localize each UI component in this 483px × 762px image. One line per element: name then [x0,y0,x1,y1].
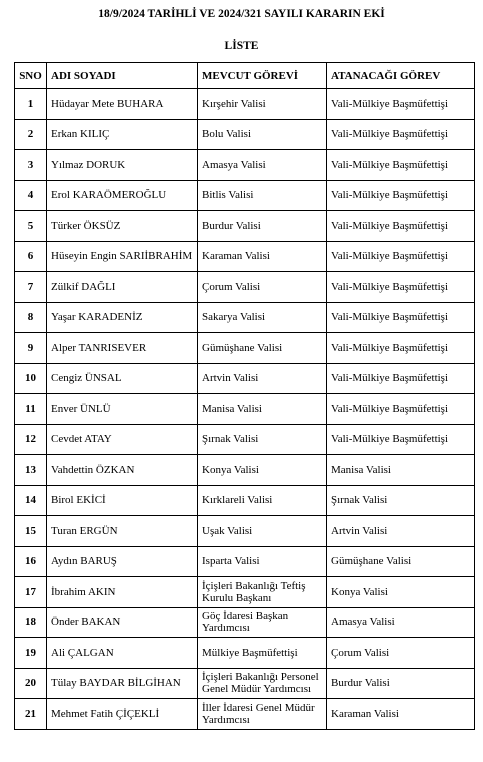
cell-sno: 17 [15,577,47,608]
cell-current-position: Amasya Valisi [198,150,327,181]
cell-name: Mehmet Fatih ÇİÇEKLİ [47,699,198,730]
table-row [15,607,475,638]
cell-current-position: İçişleri Bakanlığı Personel Genel Müdür Yardımcısı [198,668,327,699]
cell-current-position: Artvin Valisi [198,363,327,394]
cell-current-position: Karaman Valisi [198,241,327,272]
cell-new-position: Vali-Mülkiye Başmüfettişi [327,424,475,455]
cell-sno: 2 [15,119,47,150]
cell-sno: 7 [15,272,47,303]
document-subtitle: LİSTE [224,40,259,52]
cell-name: Alper TANRISEVER [47,333,198,364]
cell-sno: 4 [15,180,47,211]
cell-new-position: Vali-Mülkiye Başmüfettişi [327,272,475,303]
cell-name: Erol KARAÖMEROĞLU [47,180,198,211]
table-row [15,516,475,547]
cell-current-position: Şırnak Valisi [198,424,327,455]
cell-sno: 9 [15,333,47,364]
cell-current-position: Çorum Valisi [198,272,327,303]
cell-sno: 21 [15,699,47,730]
cell-name: Cengiz ÜNSAL [47,363,198,394]
cell-new-position: Vali-Mülkiye Başmüfettişi [327,211,475,242]
cell-sno: 11 [15,394,47,425]
document-title: 18/9/2024 TARİHLİ VE 2024/321 SAYILI KARARIN EKİ [98,8,385,20]
cell-sno: 1 [15,89,47,120]
table-row [15,302,475,333]
cell-sno: 15 [15,516,47,547]
table-row [15,89,475,120]
cell-sno: 18 [15,607,47,638]
cell-new-position: Vali-Mülkiye Başmüfettişi [327,119,475,150]
cell-name: Aydın BARUŞ [47,546,198,577]
cell-name: Hüseyin Engin SARIİBRAHİM [47,241,198,272]
cell-new-position: Gümüşhane Valisi [327,546,475,577]
table-row [15,699,475,730]
cell-current-position: İller İdaresi Genel Müdür Yardımcısı [198,699,327,730]
cell-current-position: Göç İdaresi Başkan Yardımcısı [198,607,327,638]
cell-name: Yılmaz DORUK [47,150,198,181]
cell-new-position: Vali-Mülkiye Başmüfettişi [327,333,475,364]
cell-name: Vahdettin ÖZKAN [47,455,198,486]
header-sno: SNO [15,63,47,89]
cell-new-position: Vali-Mülkiye Başmüfettişi [327,302,475,333]
cell-current-position: Uşak Valisi [198,516,327,547]
cell-current-position: Manisa Valisi [198,394,327,425]
cell-new-position: Karaman Valisi [327,699,475,730]
header-new-position: ATANACAĞI GÖREV [327,63,475,89]
cell-sno: 10 [15,363,47,394]
cell-name: Yaşar KARADENİZ [47,302,198,333]
cell-new-position: Vali-Mülkiye Başmüfettişi [327,241,475,272]
table-row [15,363,475,394]
cell-name: Enver ÜNLÜ [47,394,198,425]
cell-name: Birol EKİCİ [47,485,198,516]
cell-current-position: Isparta Valisi [198,546,327,577]
cell-current-position: Burdur Valisi [198,211,327,242]
cell-name: Hüdayar Mete BUHARA [47,89,198,120]
cell-current-position: Kırşehir Valisi [198,89,327,120]
cell-current-position: Bolu Valisi [198,119,327,150]
table-row [15,333,475,364]
cell-name: Erkan KILIÇ [47,119,198,150]
cell-name: Ali ÇALGAN [47,638,198,669]
appointment-table [14,62,475,730]
cell-new-position: Şırnak Valisi [327,485,475,516]
table-row [15,394,475,425]
table-row [15,668,475,699]
cell-sno: 6 [15,241,47,272]
cell-sno: 5 [15,211,47,242]
cell-current-position: Sakarya Valisi [198,302,327,333]
cell-sno: 12 [15,424,47,455]
cell-sno: 13 [15,455,47,486]
cell-new-position: Burdur Valisi [327,668,475,699]
cell-name: İbrahim AKIN [47,577,198,608]
cell-current-position: Bitlis Valisi [198,180,327,211]
cell-name: Türker ÖKSÜZ [47,211,198,242]
table-row [15,638,475,669]
cell-sno: 3 [15,150,47,181]
cell-name: Turan ERGÜN [47,516,198,547]
cell-name: Zülkif DAĞLI [47,272,198,303]
header-current-position: MEVCUT GÖREVİ [198,63,327,89]
cell-name: Önder BAKAN [47,607,198,638]
table-row [15,180,475,211]
table-row [15,272,475,303]
cell-current-position: Konya Valisi [198,455,327,486]
cell-current-position: Mülkiye Başmüfettişi [198,638,327,669]
table-row [15,455,475,486]
table-row [15,546,475,577]
cell-new-position: Çorum Valisi [327,638,475,669]
cell-current-position: İçişleri Bakanlığı Teftiş Kurulu Başkanı [198,577,327,608]
cell-sno: 14 [15,485,47,516]
table-row [15,241,475,272]
table-row [15,577,475,608]
table-row [15,211,475,242]
cell-current-position: Kırklareli Valisi [198,485,327,516]
cell-new-position: Vali-Mülkiye Başmüfettişi [327,180,475,211]
cell-new-position: Vali-Mülkiye Başmüfettişi [327,394,475,425]
table-row [15,424,475,455]
table-row [15,150,475,181]
cell-new-position: Artvin Valisi [327,516,475,547]
cell-new-position: Amasya Valisi [327,607,475,638]
table-row [15,485,475,516]
header-name: ADI SOYADI [47,63,198,89]
table-header-row [15,63,475,89]
cell-new-position: Konya Valisi [327,577,475,608]
cell-sno: 20 [15,668,47,699]
cell-name: Tülay BAYDAR BİLGİHAN [47,668,198,699]
cell-sno: 19 [15,638,47,669]
cell-sno: 8 [15,302,47,333]
cell-current-position: Gümüşhane Valisi [198,333,327,364]
cell-name: Cevdet ATAY [47,424,198,455]
cell-sno: 16 [15,546,47,577]
cell-new-position: Vali-Mülkiye Başmüfettişi [327,363,475,394]
table-row [15,119,475,150]
cell-new-position: Vali-Mülkiye Başmüfettişi [327,150,475,181]
cell-new-position: Manisa Valisi [327,455,475,486]
cell-new-position: Vali-Mülkiye Başmüfettişi [327,89,475,120]
